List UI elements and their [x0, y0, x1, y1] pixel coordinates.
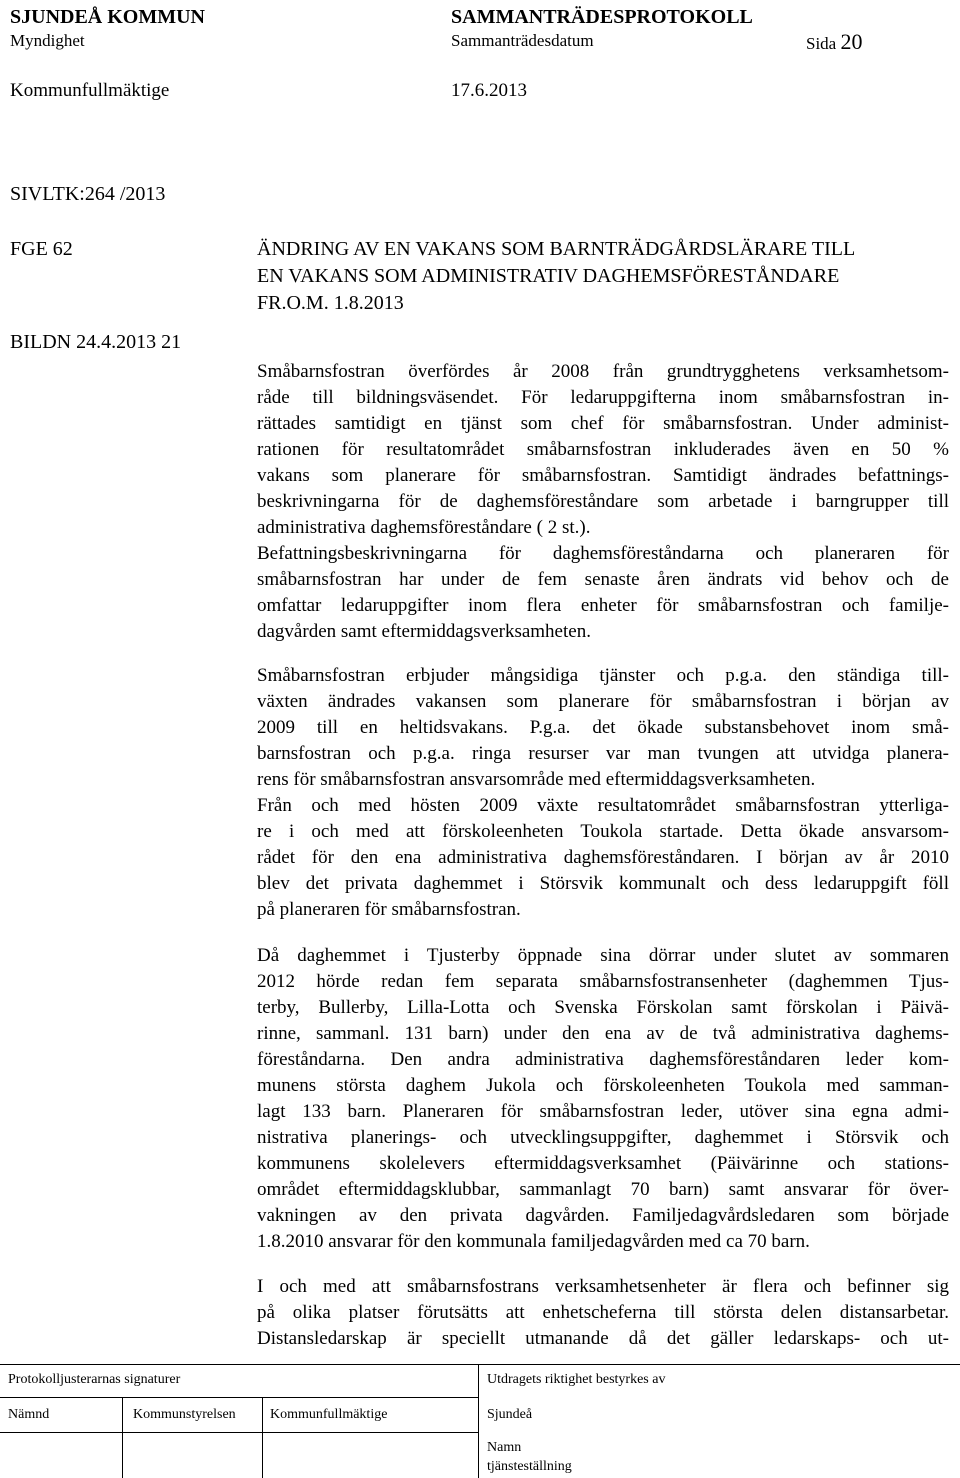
footer-col-divider-1: [122, 1397, 123, 1478]
paragraph-line: lagt 133 barn. Planeraren för småbarnsfostran leder, utöver sina egna admi-: [257, 1101, 949, 1122]
paragraph-line: på olika platser förutsätts att enhetscheferna till största delen distansarbetar.: [257, 1302, 949, 1323]
paragraph-line: Då daghemmet i Tjusterby öppnade sina dörrar under slutet av sommaren: [257, 945, 949, 966]
paragraph-line: rättades samtidigt en tjänst som chef för småbarnsfostran. Under administ-: [257, 413, 949, 434]
certified-label: Utdragets riktighet bestyrkes av: [487, 1372, 666, 1387]
paragraph-3: [257, 943, 949, 1255]
paragraph-line: området eftermiddagsklubbar, sammanlagt 70 barn) samt ansvarar för över-: [257, 1179, 949, 1200]
paragraph-line: rationen för resultatområdet småbarnsfostran inkluderades även en 50 %: [257, 439, 949, 460]
footer-col-kommunfullmaktige: Kommunfullmäktige: [270, 1407, 388, 1422]
paragraph-line: vakningen av den privata dagvården. Familjedagvårdsledaren som började: [257, 1205, 949, 1226]
title-line-2: EN VAKANS SOM ADMINISTRATIV DAGHEMSFÖRESTÅNDARE: [257, 265, 840, 287]
footer-header-rule: [0, 1397, 478, 1398]
meeting-date: 17.6.2013: [451, 80, 527, 101]
paragraph-line: re i och med att förskoleenheten Toukola startade. Detta ökade ansvarsom-: [257, 821, 949, 842]
page-label: [806, 29, 862, 55]
page-label-text: Sida: [806, 34, 837, 53]
page-number: 20: [840, 29, 863, 54]
footer-name-label: Namn: [487, 1440, 522, 1455]
paragraph-line: växten ändrades vakansen som planerare för småbarnsfostran i början av: [257, 691, 949, 712]
authority-label: Myndighet: [10, 31, 85, 50]
paragraph-line: Småbarnsfostran överfördes år 2008 från grundtrygghetens verksamhetsom-: [257, 361, 949, 382]
paragraph-line: råde till bildningsväsendet. För ledaruppgifterna inom småbarnsfostran in-: [257, 387, 949, 408]
paragraph-line: rens för småbarnsfostran ansvarsområde med eftermiddagsverksamheten.: [257, 769, 816, 790]
paragraph-line: barnsfostran och p.g.a. ringa resurser var man tvungen att utvidga planera-: [257, 743, 949, 764]
case-reference: SIVLTK:264 /2013: [10, 183, 166, 205]
title-line-1: ÄNDRING AV EN VAKANS SOM BARNTRÄDGÅRDSLÄRARE TILL: [257, 238, 856, 260]
footer-position-label: tjänsteställning: [487, 1459, 572, 1474]
paragraph-line: rinne, sammanl. 131 barn) under den ena av de två administrativa daghems-: [257, 1023, 949, 1044]
footer-place: Sjundeå: [487, 1407, 533, 1422]
paragraph-line: Småbarnsfostran erbjuder mångsidiga tjänster och p.g.a. den ständiga till-: [257, 665, 949, 686]
paragraph-line: Distansledarskap är speciellt utmanande då det gäller ledarskaps- och ut-: [257, 1328, 949, 1349]
paragraph-line: småbarnsfostran har under de fem senaste åren ändrats vid behov och de: [257, 569, 949, 590]
footer-top-rule: [0, 1364, 960, 1365]
paragraph-line: 1.8.2010 ansvarar för den kommunala familjedagvården med ca 70 barn.: [257, 1231, 810, 1252]
paragraph-1: [257, 359, 949, 645]
paragraph-line: I och med att småbarnsfostrans verksamhetsenheter är flera och befinner sig: [257, 1276, 949, 1297]
paragraph-line: vakans som planerare för småbarnsfostran. Samtidigt ändrades befattnings-: [257, 465, 949, 486]
paragraph-line: administrativa daghemsföreståndare ( 2 st.).: [257, 517, 591, 538]
title-line-3: FR.O.M. 1.8.2013: [257, 292, 404, 314]
footer-col-divider-2: [262, 1397, 263, 1478]
paragraph-line: beskrivningarna för de daghemsföreståndare som arbetade i barngrupper till: [257, 491, 949, 512]
fge-section: FGE 62: [10, 238, 73, 260]
paragraph-line: 2009 till en heltidsvakans. P.g.a. det ökade substansbehovet inom små-: [257, 717, 949, 738]
paragraph-line: rådet för den ena administrativa daghemsföreståndaren. I början av år 2010: [257, 847, 949, 868]
paragraph-line: Från och med hösten 2009 växte resultatområdet småbarnsfostran ytterliga-: [257, 795, 949, 816]
paragraph-line: blev det privata daghemmet i Störsvik kommunalt och dess ledaruppgift föll: [257, 873, 949, 894]
footer-col-namnd: Nämnd: [8, 1407, 50, 1422]
paragraph-line: 2012 hörde redan fem separata småbarnsfostransenheter (daghemmen Tjus-: [257, 971, 949, 992]
authority-name: Kommunfullmäktige: [10, 80, 170, 101]
paragraph-line: nistrativa planerings- och utvecklingsuppgifter, daghemmet i Störsvik och: [257, 1127, 949, 1148]
bildn-section: BILDN 24.4.2013 21: [10, 331, 182, 353]
footer-center-divider: [478, 1364, 479, 1478]
footer-row-rule: [0, 1432, 478, 1433]
document-type: SAMMANTRÄDESPROTOKOLL: [451, 6, 753, 28]
date-label: Sammanträdesdatum: [451, 31, 594, 50]
paragraph-line: föreståndarna. Den andra administrativa daghemsföreståndaren leder kom-: [257, 1049, 949, 1070]
paragraph-line: omfattar ledaruppgifter inom flera enheter för småbarnsfostran och familje-: [257, 595, 949, 616]
paragraph-2: [257, 663, 949, 923]
paragraph-line: på planeraren för småbarnsfostran.: [257, 899, 521, 920]
paragraph-line: terby, Bullerby, Lilla-Lotta och Svenska Förskolan samt förskolan i Päivä-: [257, 997, 949, 1018]
signatures-label: Protokolljusterarnas signaturer: [8, 1372, 181, 1387]
paragraph-4: [257, 1274, 949, 1352]
footer-col-kommunstyrelsen: Kommunstyrelsen: [133, 1407, 236, 1422]
paragraph-line: kommunens skolelevers eftermiddagsverksamhet (Päivärinne och stations-: [257, 1153, 949, 1174]
paragraph-line: Befattningsbeskrivningarna för daghemsföreståndarna och planeraren för: [257, 543, 949, 564]
org-name: SJUNDEÅ KOMMUN: [10, 6, 205, 28]
paragraph-line: munens största daghem Jukola och förskoleenheten Toukola med samman-: [257, 1075, 949, 1096]
paragraph-line: dagvården samt eftermiddagsverksamheten.: [257, 621, 591, 642]
